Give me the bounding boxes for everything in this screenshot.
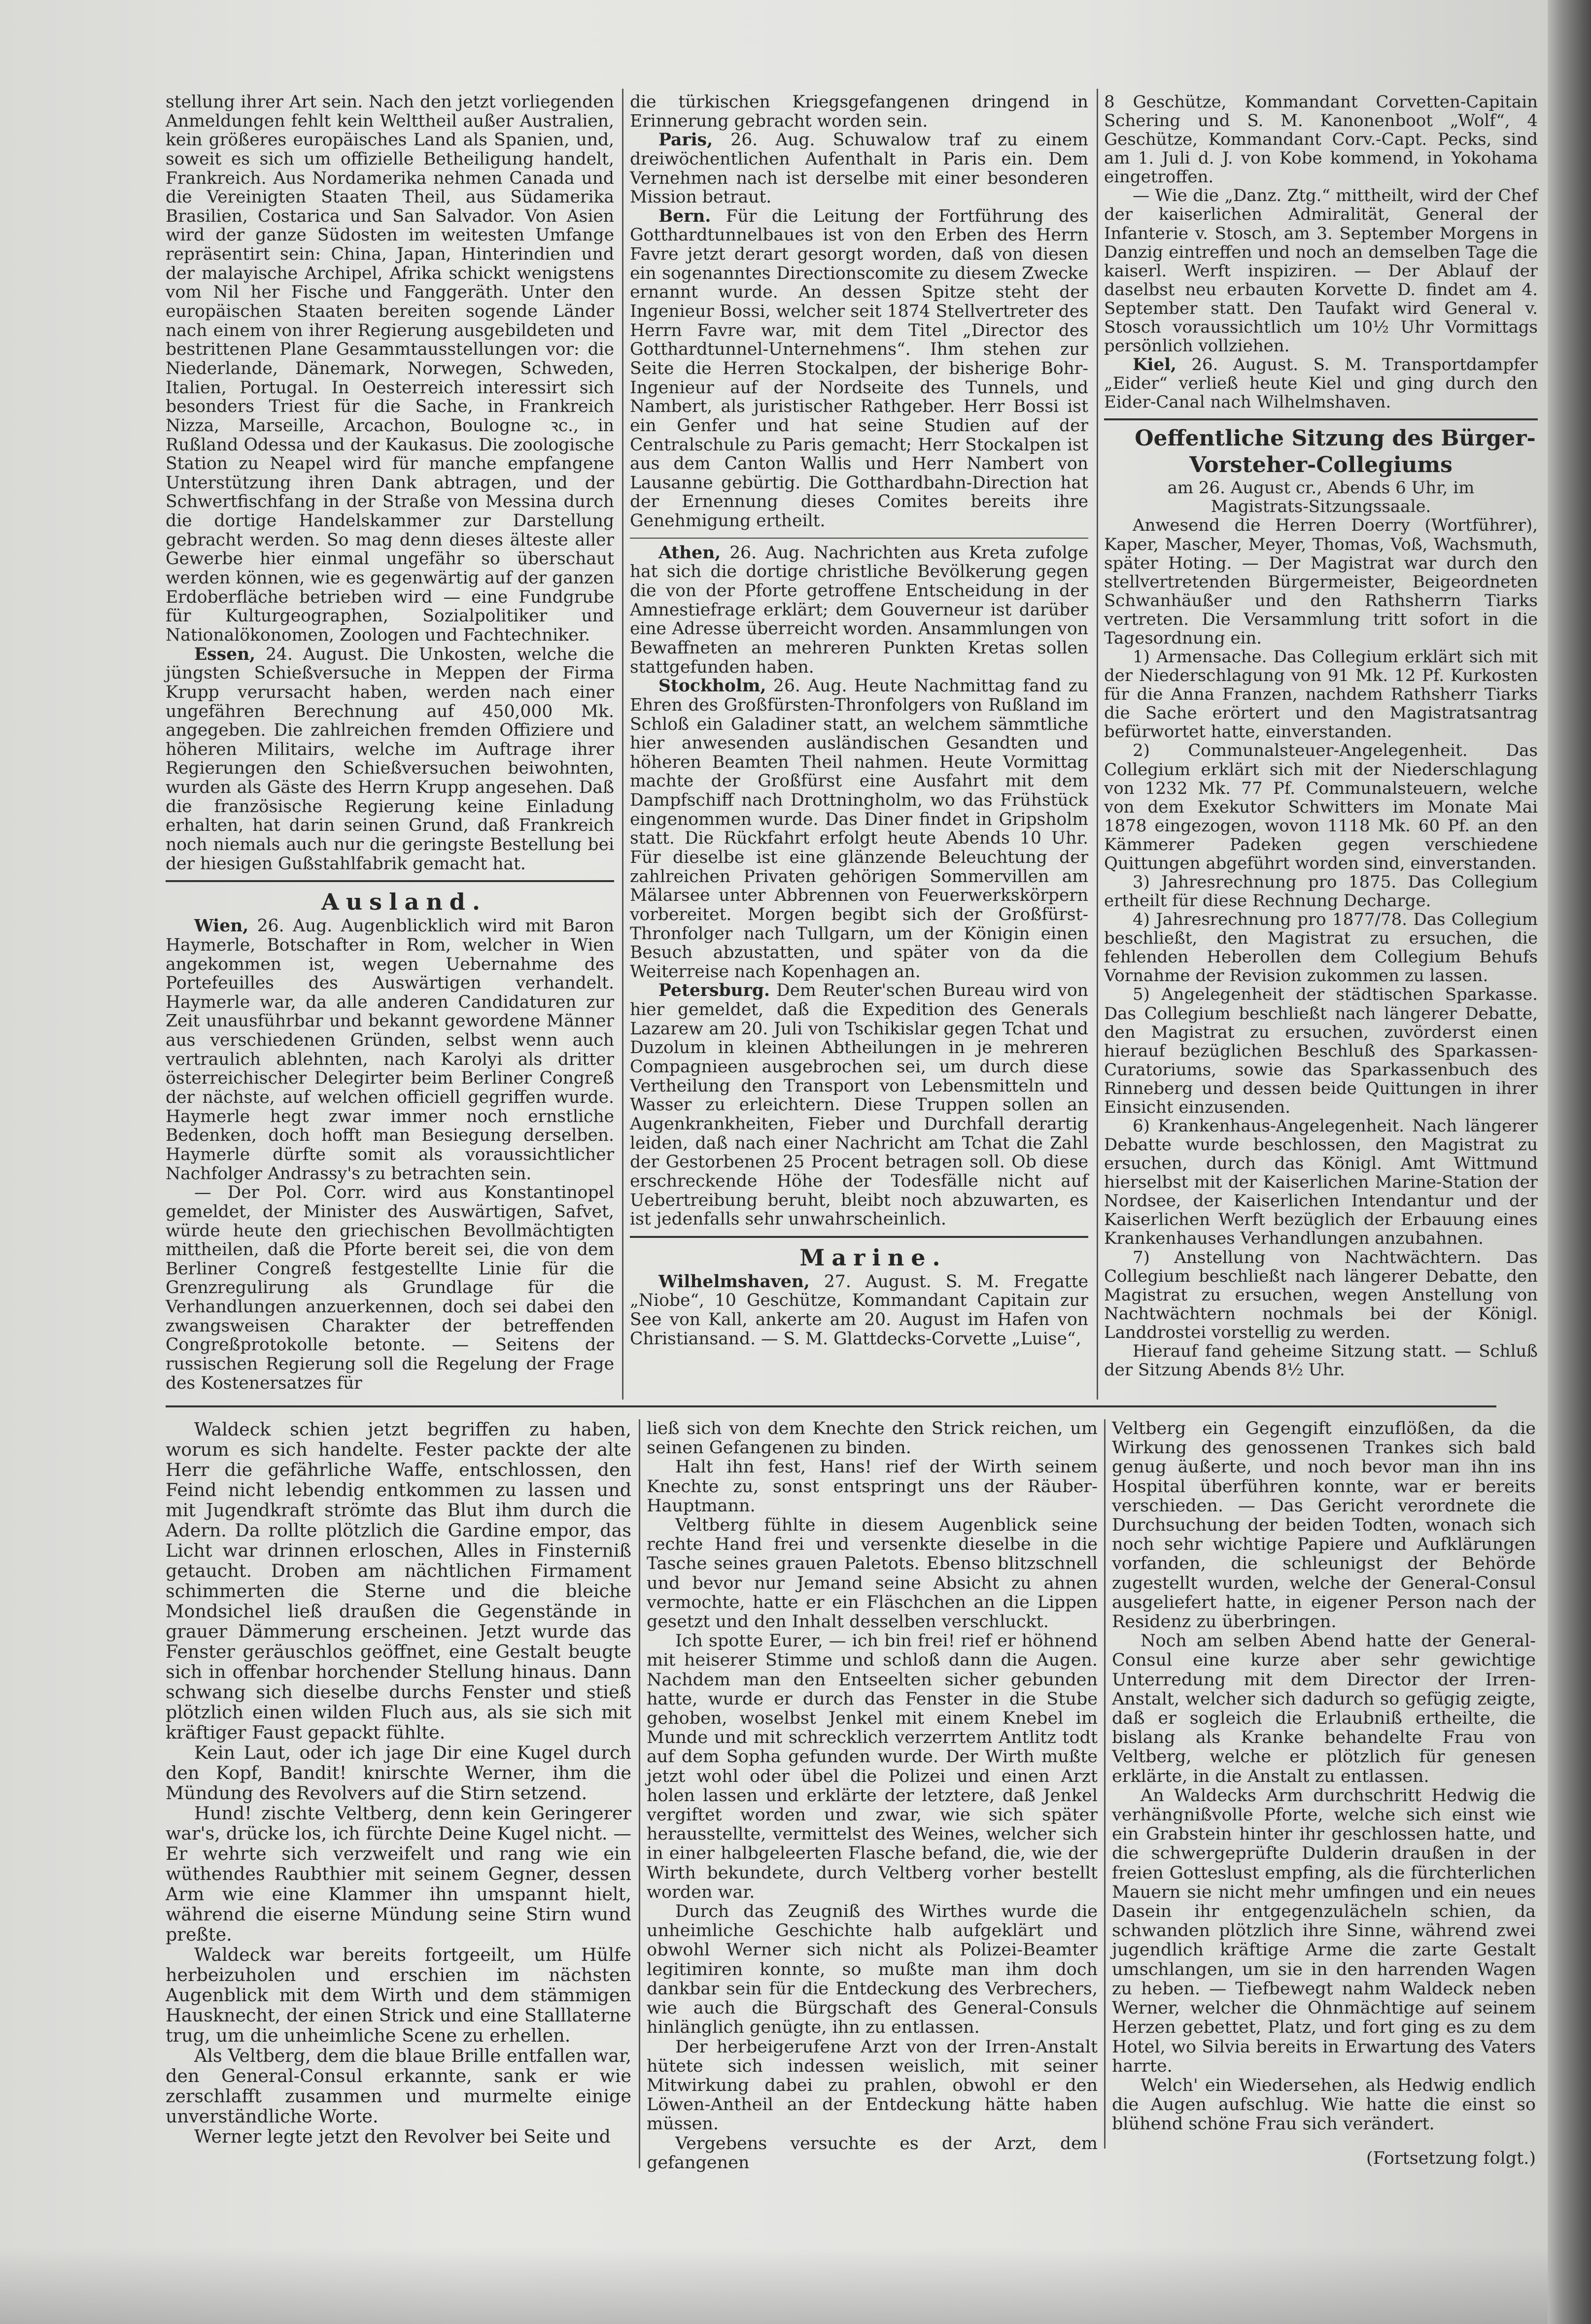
feuilleton-paragraph: Welch' ein Wiedersehen, als Hedwig endlich die Augen aufschlug. Wie hatte die einst so blühend schöne Frau sich verändert.: [1112, 2075, 1536, 2134]
article-column-3: [1104, 93, 1538, 1379]
feuilleton-paragraph: Veltberg ein Gegengift einzuflößen, da die Wirkung des genossenen Trankes sich bald genug äußerte, und noch bevor man ihn ins Hospital überführen konnte, war er bereits verschieden. — Das Gericht verordnete die Durchsuchung der beiden Todten, wonach sich noch sehr wichtige Papiere und Aufklärungen vorfanden, die schleunigst der Behörde zugestellt wurden, welche der General-Consul ausgeliefert hatte, in eigener Person nach der Residenz zu überbringen.: [1112, 1419, 1536, 1632]
petersburg-article: Petersburg. Dem Reuter'schen Bureau wird von hier gemeldet, daß die Expedition des Generals Lazarew am 20. Juli von Tschikislar gegen Tchat und Duzolum in kleinen Abtheilungen in je mehreren Compagnieen ausgebrochen sei, um durch diese Vertheilung den Transport von Lebensmitteln und Wasser zu erleichtern. Diese Truppen sollen an Augenkrankheiten, Fieber und Durchfall derartig leiden, daß nach einer Nachricht am Tchat die Zahl der Gestorbenen 25 Procent betragen soll. Ob diese erschreckende Höhe der Todesfälle nicht auf Uebertreibung beruht, bleibt noch abzuwarten, es ist jedenfalls sehr unwahrscheinlich.: [630, 981, 1088, 1230]
notice-title: Oeffentliche Sitzung des Bürger-Vorsteher-Collegiums: [1135, 426, 1536, 478]
dateline: Kiel,: [1133, 355, 1176, 375]
ausland-heading: Ausland.: [321, 889, 487, 916]
feuilleton-paragraph: Noch am selben Abend hatte der General-Consul eine kurze aber sehr gewichtige Unterredung mit dem Director der Irren-Anstalt, welcher sich dadurch so gefügig zeigte, daß er sogleich die Erlaubniß ertheilte, die bislang als Kranke behandelte Frau von Veltberg, welche er plötzlich für genesen erklärte, in die Anstalt zu entlassen.: [1112, 1631, 1536, 1786]
stockholm-article: Stockholm, 26. Aug. Heute Nachmittag fand zu Ehren des Großfürsten-Thronfolgers von Rußland im Schloß ein Galadiner statt, an welchem sämmtliche hier anwesenden ausländischen Gesandten und höheren Beamten Theil nahmen. Heute Vormittag machte der Großfürst eine Ausfahrt mit dem Dampfschiff nach Drottningholm, wo das Frühstück eingenommen wurde. Das Diner findet in Gripsholm statt. Die Rückfahrt erfolgt heute Abends 10 Uhr. Für dieselbe ist eine glänzende Beleuchtung der zahlreichen Privaten gehörigen Sommervillen am Mälarsee unter Abbrennen von Feuerwerkskörpern vorbereitet. Morgen begibt sich der Großfürst-Thronfolger nach Tullgarn, um der Königin einen Besuch abzustatten, und später von da die Weiterreise nach Kopenhagen an.: [630, 676, 1088, 982]
divider: [166, 880, 614, 882]
notice-item: 1) Armensache. Das Collegium erklärt sich mit der Niederschlagung von 91 Mk. 12 Pf. Kurkosten für die Anna Franzen, nachdem Rathsherr Tiarks die Sache erörtert und den Magistratsantrag befürwortet hatte, einverstanden.: [1104, 647, 1538, 742]
dateline: Wien,: [194, 916, 249, 936]
page-edge: [1548, 0, 1591, 2324]
feuilleton-column-2: [647, 1419, 1098, 2173]
marine-heading: Marine.: [799, 1244, 947, 1271]
column-divider: [622, 89, 623, 1400]
notice-location: Magistrats-Sitzungssaale.: [1211, 497, 1431, 517]
dateline: Stockholm,: [658, 676, 766, 696]
notice-item: 3) Jahresrechnung pro 1875. Das Collegium ertheilt für diese Rechnung Decharge.: [1104, 872, 1538, 911]
wilhelmshaven-article: Wilhelmshaven, 27. August. S. M. Fregatte „Niobe“, 10 Geschütze, Kommandant Capitain zur See von Kall, ankerte am 20. August im Hafen von Christiansand. — S. M. Glattdecks-Corvette „Luise“,: [630, 1271, 1088, 1349]
divider: [630, 1236, 1088, 1238]
section-divider: [166, 1405, 1496, 1407]
notice-item: 6) Krankenhaus-Angelegenheit. Nach längerer Debatte wurde beschlossen, den Magistrat zu ersuchen, durch das Königl. Amt Wittmund hierselbst mit der Kaiserlichen Marine-Station der Nordsee, der Kaiserlichen Intendantur und der Kaiserlichen Werft bezüglich der Erbauung eines Krankenhauses Verhandlungen anzubahnen.: [1104, 1116, 1538, 1249]
feuilleton-paragraph: Halt ihn fest, Hans! rief der Wirth seinem Knechte zu, sonst entspringt uns der Räuber-Hauptmann.: [647, 1457, 1098, 1516]
column-divider: [639, 1419, 640, 2168]
dateline: Wilhelmshaven,: [658, 1271, 810, 1292]
feuilleton-paragraph: Ich spotte Eurer, — ich bin frei! rief er höhnend mit heiserer Stimme und schloß dann die Augen. Nachdem man den Entseelten sicher gebunden hatte, wurde er durch das Fenster in die Stube gehoben, woselbst Jenkel mit einem Knebel im Munde und mit schrecklich verzerrtem Antlitz todt auf dem Sopha gefunden wurde. Der Wirth mußte jetzt wohl oder übel die Polizei und einen Arzt holen lassen und erklärte der letztere, daß Jenkel vergiftet worden und zwar, wie sich später herausstellte, vermittelst des Weines, welcher sich in einer halbgeleerten Flasche befand, die, wie der Wirth bekundete, durch Veltberg vorher bestellt worden war.: [647, 1631, 1098, 1902]
column-divider: [1104, 1419, 1106, 2149]
feuilleton-paragraph: Waldeck schien jetzt begriffen zu haben, worum es sich handelte. Fester packte der alte Herr die gefährliche Waffe, entschlossen, den Feind nicht lebendig entkommen zu lassen und mit Jugendkraft strömte das Blut ihm durch die Adern. Da rollte plötzlich die Gardine empor, das Licht war drinnen erloschen, Alles in Finsterniß getaucht. Droben am nächtlichen Firmament schimmerten die Sterne und die bleiche Mondsichel ließ draußen die Gegenstände in grauer Dämmerung erscheinen. Jetzt wurde das Fenster geräuschlos geöffnet, eine Gestalt beugte sich in offenbar horchender Stellung hinaus. Dann schwang sich dieselbe durchs Fenster und stieß plötzlich einen wilden Fluch aus, als sie sich mit kräftiger Faust gepackt fühlte.: [166, 1419, 631, 1743]
feuilleton-column-1: [166, 1419, 631, 2147]
dateline: Bern.: [658, 206, 711, 226]
bern-article: Bern. Für die Leitung der Fortführung des Gotthardtunnelbaues ist von den Erben des Herrn Favre jetzt derart gesorgt worden, daß von diesen ein sogenanntes Directionscomite zu diesem Zwecke ernannt wurde. An dessen Spitze steht der Ingenieur Bossi, welcher seit 1874 Stellvertreter des Herrn Favre war, mit dem Titel „Director des Gotthardtunnel-Unternehmens“. Ihm stehen zur Seite die Herren Stockalpen, der bisherige Bohr-Ingenieur auf der Nordseite des Tunnels, und Nambert, als juristischer Rathgeber. Herr Bossi ist ein Genfer und hat seine Studien auf der Centralschule zu Paris gemacht; Herr Stockalpen ist aus dem Canton Wallis und Herr Nambert von Lausanne gebürtig. Die Gotthardbahn-Direction hat der Ernennung dieses Comites bereits ihre Genehmigung ertheilt.: [630, 206, 1088, 531]
feuilleton-paragraph: ließ sich von dem Knechte den Strick reichen, um seinen Gefangenen zu binden.: [647, 1419, 1098, 1458]
feuilleton-paragraph: Durch das Zeugniß des Wirthes wurde die unheimliche Geschichte halb aufgeklärt und obwohl Werner sich nicht als Polizei-Beamter legitimiren konnte, so mußte man ihm doch dankbar sein für die Entdeckung des Verbrechers, wie auch die Bürgschaft des General-Consuls hinlänglich genügte, ihn zu entlassen.: [647, 1902, 1098, 2038]
notice-item: 2) Communalsteuer-Angelegenheit. Das Collegium erklärt sich mit der Niederschlagung von 1232 Mk. 77 Pf. Communalsteuern, welche von dem Exekutor Schwitters im Monate Mai 1878 eingezogen, wovon 1118 Mk. 60 Pf. an den Kämmerer Padeken gegen verschiedene Quittungen abgeführt worden sind, einverstanden.: [1104, 741, 1538, 873]
notice-item: 4) Jahresrechnung pro 1877/78. Das Collegium beschließt, den Magistrat zu ersuchen, die fehlenden Heberollen dem Collegium Behufs Vornahme der Revision zukommen zu lassen.: [1104, 910, 1538, 986]
article-column-1: [166, 93, 614, 1393]
feuilleton-paragraph: Hund! zischte Veltberg, denn kein Geringerer war's, drücke los, ich fürchte Deine Kugel nicht. — Er wehrte sich verzweifelt und rang wie ein wüthendes Raubthier mit seinem Gegner, dessen Arm wie eine Klammer ihn umspannt hielt, während die eiserne Mündung seine Stirn wund preßte.: [166, 1803, 631, 1945]
feuilleton-paragraph: Werner legte jetzt den Revolver bei Seite und: [194, 2126, 611, 2147]
to-be-continued: (Fortsetzung folgt.): [1366, 2148, 1536, 2168]
essen-article: Essen, 24. August. Die Unkosten, welche die jüngsten Schießversuche in Meppen der Firma Krupp verursacht haben, werden nach einer ungefähren Berechnung auf 450,000 Mk. angegeben. Die zahlreichen fremden Offiziere und höheren Militairs, welche im Auftrage ihrer Regierungen den Schießversuchen beiwohnten, wurden als Gäste des Herrn Krupp angesehen. Daß die französische Regierung keine Einladung erhalten, hat darin seinen Grund, daß Frankreich noch niemals auch nur die geringste Bestellung bei der hiesigen Gußstahlfabrik gemacht hat.: [166, 644, 614, 874]
kiel-article: Kiel, 26. August. S. M. Transportdampfer „Eider“ verließ heute Kiel und ging durch den Eider-Canal nach Wilhelmshaven.: [1104, 355, 1538, 412]
paris-article: Paris, 26. Aug. Schuwalow traf zu einem dreiwöchentlichen Aufenthalt in Paris ein. Dem Vernehmen nach ist derselbe mit einer besonderen Mission betraut.: [630, 130, 1088, 207]
notice-subtitle: am 26. August cr., Abends 6 Uhr, im: [1167, 478, 1475, 498]
notice-item: 5) Angelegenheit der städtischen Sparkasse. Das Collegium beschließt nach längerer Debatte, den Magistrat zu ersuchen, zuvörderst einen hierauf bezüglichen Beschluß des Sparkassen-Curatoriums, sowie das Sparkassenbuch des Rinneberg und dessen beide Quittungen in ihrer Einsicht einzusenden.: [1104, 985, 1538, 1117]
notice-item: 7) Anstellung von Nachtwächtern. Das Collegium beschließt nach längerer Debatte, den Magistrat zu ersuchen, wegen Anstellung von Nachtwächtern nochmals bei der Königl. Landdrostei vorstellig zu werden.: [1104, 1247, 1538, 1342]
feuilleton-paragraph: Vergebens versuchte es der Arzt, dem gefangenen: [647, 2133, 1098, 2173]
feuilleton-paragraph: Als Veltberg, dem die blaue Brille entfallen war, den General-Consul erkannte, sank er wie zerschlafft zusammen und murmelte einige unverständliche Worte.: [166, 2045, 631, 2127]
divider: [1104, 418, 1538, 420]
lead-text: 8 Geschütze, Kommandant Corvetten-Capitain Schering und S. M. Kanonenboot „Wolf“, 4 Geschütze, Kommandant Corv.-Capt. Pecks, sind am 1. Juli d. J. von Kobe kommend, in Yokohama eingetroffen.: [1104, 92, 1538, 187]
dateline: Paris,: [658, 130, 713, 150]
notice-paragraph: Anwesend die Herren Doerry (Wortführer), Kaper, Mascher, Meyer, Thomas, Voß, Wachsmuth, später Hoting. — Der Magistrat war durch den stellvertretenden Bürgermeister, Beigeordneten Schwanhäußer und den Rathsherrn Tiarks vertreten. Die Versammlung tritt sofort in die Tagesordnung ein.: [1104, 515, 1538, 648]
feuilleton-paragraph: Veltberg fühlte in diesem Augenblick seine rechte Hand frei und versenkte dieselbe in die Tasche seines grauen Paletots. Ebenso blitzschnell und bevor nur Jemand seine Absicht zu ahnen vermochte, hatte er ein Fläschchen an die Lippen gesetzt und den Inhalt desselben verschluckt.: [647, 1515, 1098, 1632]
feuilleton-paragraph: An Waldecks Arm durchschritt Hedwig die verhängnißvolle Pforte, welche sich einst wie ein Grabstein hinter ihr geschlossen hatte, und die schwergeprüfte Dulderin draußen in der freien Gotteslust empfing, als die fürchterlichen Mauern sie nicht mehr umfingen und ein neues Dasein ihr entgegenzulächeln schien, da schwanden plötzlich ihre Sinne, während zwei jugendlich kräftige Arme die zarte Gestalt umschlangen, um sie in den harrenden Wagen zu heben. — Tiefbewegt nahm Waldeck neben Werner, welcher die Ohnmächtige auf seinem Herzen gebettet, Platz, und fort ging es zu dem Hotel, wo Silvia bereits in Erwartung des Vaters harrte.: [1112, 1785, 1536, 2076]
feuilleton-paragraph: Der herbeigerufene Arzt von der Irren-Anstalt hütete sich indessen weislich, mit seiner Mitwirkung dabei zu prahlen, obwohl er den Löwen-Antheil an der Entdeckung hätte haben müssen.: [647, 2037, 1098, 2134]
divider: [630, 538, 1088, 539]
danzig-article: — Wie die „Danz. Ztg.“ mittheilt, wird der Chef der kaiserlichen Admiralität, General der Infanterie v. Stosch, am 3. September Morgens in Danzig eintreffen und noch an demselben Tage die kaiserl. Werft inspiziren. — Der Ablauf der daselbst neu erbauten Korvette D. findet am 4. September statt. Den Taufakt wird General v. Stosch voraussichtlich um 10½ Uhr Vormittags persönlich vollziehen.: [1104, 186, 1538, 356]
notice-item: Hierauf fand geheime Sitzung statt. — Schluß der Sitzung Abends 8½ Uhr.: [1104, 1341, 1538, 1380]
page-fold-shadow: [0, 2247, 1548, 2324]
dateline: Essen,: [194, 644, 256, 664]
exhibition-text: stellung ihrer Art sein. Nach den jetzt vorliegenden Anmeldungen fehlt kein Welttheil außer Australien, kein größeres europäisches Land als Spanien, und, soweit es sich um offizielle Betheiligung handelt, Frankreich. Aus Nordamerika nehmen Canada und die Vereinigten Staaten Theil, aus Südamerika Brasilien, Costarica und San Salvador. Von Asien wird der ganze Südosten im weitesten Umfange repräsentirt sein: China, Japan, Hinterindien und der malayische Archipel, Afrika schickt wenigstens vom Nil her Fische und Fanggeräth. Unter den europäischen Staaten bereiten sogende Länder nach einem von ihrer Regierung ausgebildeten und bestrittenen Plane Gesammtausstellungen vor: die Niederlande, Dänemark, Norwegen, Schweden, Italien, Portugal. In Oesterreich interessirt sich besonders Triest für die Sache, in Frankreich Nizza, Marseille, Arcachon, Boulogne ꝛc., in Rußland Odessa und der Kaukasus. Die zoologische Station zu Neapel wird für manche empfangene Unterstützung ihren Dank abtragen, und der Schwertfischfang in der Straße von Messina durch die dortige Handelskammer zur Darstellung gebracht werden. So mag denn dieses älteste aller Gewerbe hier einmal ungefähr so überschaut werden können, wie es gegenwärtig auf der ganzen Erdoberfläche betrieben wird — eine Fundgrube für Kulturgeographen, Sozialpolitiker und Nationalökonomen, Zoologen und Fachtechniker.: [166, 92, 614, 645]
dateline: Athen,: [658, 543, 721, 563]
feuilleton-paragraph: Waldeck war bereits fortgeeilt, um Hülfe herbeizuholen und erschien im nächsten Augenblick mit dem Wirth und dem stämmigen Hausknecht, der einen Strick und eine Stalllaterne trug, um die unheimliche Scene zu erhellen.: [166, 1944, 631, 2046]
column-divider: [1097, 89, 1098, 1400]
athen-article: Athen, 26. Aug. Nachrichten aus Kreta zufolge hat sich die dortige christliche Bevölkerung gegen die von der Pforte getroffene Entscheidung in der Amnestiefrage erklärt; dem Gouverneur ist darüber eine Adresse überreicht worden. Ansammlungen von Bewaffneten an mehreren Punkten Kretas sollen stattgefunden haben.: [630, 543, 1088, 677]
wien-article-cont: — Der Pol. Corr. wird aus Konstantinopel gemeldet, der Minister des Auswärtigen, Safvet, würde heute den griechischen Bevollmächtigten mittheilen, daß die Pforte bereit sei, die von dem Berliner Congreß festgestellte Linie für die Grenzregulirung als Grundlage für die Verhandlungen anzuerkennen, doch sei dabei den zwangsweisen Charakter der betreffenden Congreßprotokolle betonte. — Seitens der russischen Regierung soll die Regelung der Frage des Kostenersatzes für: [166, 1183, 614, 1393]
lead-text: die türkischen Kriegsgefangenen dringend in Erinnerung gebracht worden sein.: [630, 92, 1088, 131]
dateline: Petersburg.: [658, 981, 770, 1001]
article-column-2: [630, 93, 1088, 1348]
wien-article: Wien, 26. Aug. Augenblicklich wird mit Baron Haymerle, Botschafter in Rom, welcher in Wien angekommen ist, wegen Uebernahme des Portefeuilles des Auswärtigen verhandelt. Haymerle war, da alle anderen Candidaturen zur Zeit unausführbar und bekannt gewordene Männer aus verschiedenen Gründen, selbst wenn auch vertraulich ablehnten, nach Karolyi als dritter österreichischer Delegirter beim Berliner Congreß der nächste, auf welchen officiell gegriffen wurde. Haymerle hegt zwar immer noch ernstliche Bedenken, doch hofft man Besiegung derselben. Haymerle dürfte somit als voraussichtlicher Nachfolger Andrassy's zu betrachten sein.: [166, 916, 614, 1184]
feuilleton-column-3: [1112, 1419, 1536, 2168]
feuilleton-paragraph: Kein Laut, oder ich jage Dir eine Kugel durch den Kopf, Bandit! knirschte Werner, ihm die Mündung des Revolvers auf die Stirn setzend.: [166, 1742, 631, 1804]
